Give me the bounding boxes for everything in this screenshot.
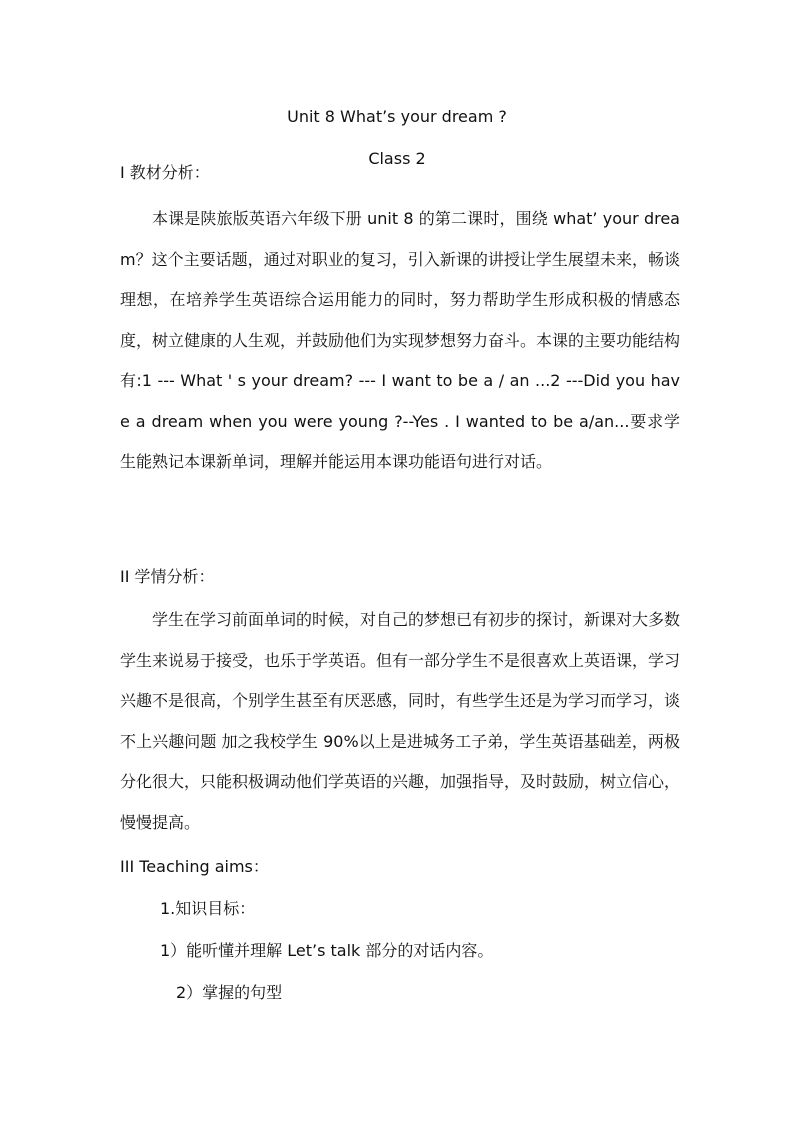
section-paragraph-student-analysis: 学生在学习前面单词的时候，对自己的梦想已有初步的探讨，新课对大多数学生来说易于接受，也乐于学英语。但有一部分学生不是很喜欢上英语课，学习兴趣不是很高，个别学生甚至有厌恶感，同时，有些学生还是为学习而学习，谈不上兴趣问题 加之我校学生 90%以上是进城务工子弟，学生英语基础差，两极分化很大，只能积极调动他们学英语的兴趣，加强指导，及时鼓励，树立信心，慢慢提高。 xyxy=(120,610,681,832)
document-subtitle: Class 2 xyxy=(368,149,426,168)
section-heading-teaching-aims: III Teaching aims： xyxy=(120,857,269,876)
section-heading-student-analysis: II 学情分析： xyxy=(120,567,215,586)
teaching-aims-item-sentence-patterns: 2）掌握的句型 xyxy=(176,983,283,1002)
document-title: Unit 8 What’s your dream ? xyxy=(287,107,507,126)
teaching-aims-item-listen-understand: 1）能听懂并理解 Let’s talk 部分的对话内容。 xyxy=(160,941,494,960)
section-paragraph-textbook-analysis: 本课是陕旅版英语六年级下册 unit 8 的第二课时，围绕 what’ your dream？这个主要话题，通过对职业的复习，引入新课的讲授让学生展望未来，畅谈理想，在培养学生英语综合运用能力的同时，努力帮助学生形成积极的情感态度，树立健康的人生观，并鼓励他们为实现梦想努力奋斗。本课的主要功能结构有:1 --- What ' s your dream? --- I want to be a / an ...2 ---Did you have a dream when you were young ?--Yes . I wanted to be a/an...要求学生能熟记本课新单词，理解并能运用本课功能语句进行对话。 xyxy=(120,209,681,471)
section-heading-textbook-analysis: I 教材分析： xyxy=(120,163,210,182)
teaching-aims-item-knowledge-goal: 1.知识目标： xyxy=(160,899,256,918)
